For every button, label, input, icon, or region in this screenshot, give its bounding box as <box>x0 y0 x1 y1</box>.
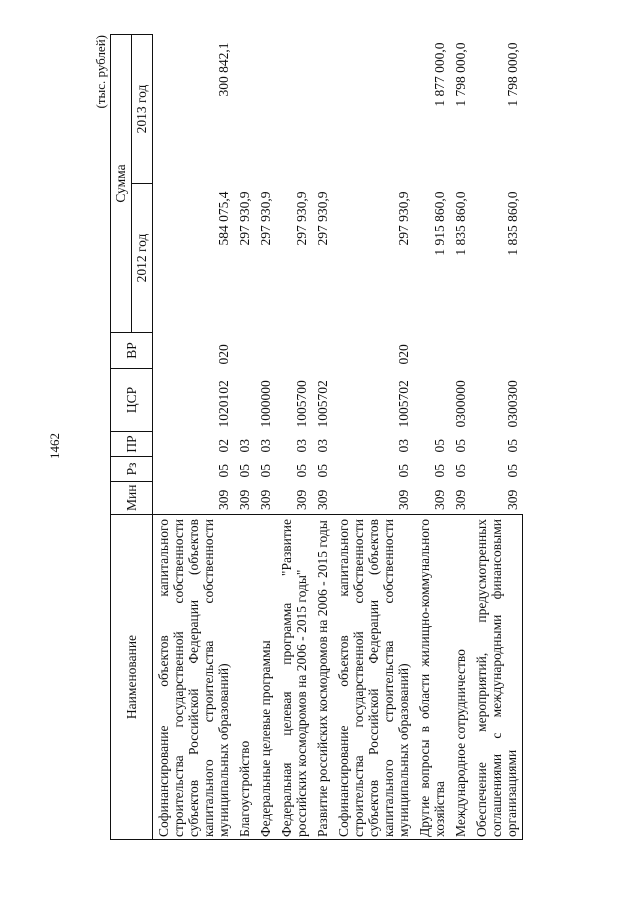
row-sum-2012: 1 835 860,0 <box>504 191 520 256</box>
header-pr: ПР <box>111 432 153 457</box>
table-row <box>153 34 235 839</box>
row-vr <box>471 333 523 369</box>
row-vr: 020 <box>216 344 231 365</box>
table-row <box>450 34 471 839</box>
row-pr: 05 <box>504 439 520 453</box>
row-rz: 05 <box>216 464 231 478</box>
row-sum-2013: 300 842,1 <box>216 42 231 97</box>
row-csr <box>234 369 255 432</box>
row-csr <box>414 369 450 432</box>
row-sum-2013 <box>333 34 414 183</box>
table-row <box>255 34 276 839</box>
row-name: Другие вопросы в области жилищно-коммунального хозяйства <box>414 515 450 840</box>
row-rz: 05 <box>453 464 468 478</box>
row-pr: 03 <box>396 439 411 453</box>
header-2013: 2013 год <box>132 34 153 183</box>
row-name: Софинансирование объектов капитального строительства государственной собственности субъектов Российской Федерации (объектов капитального строительства собственности муниципальных образований) <box>153 515 235 840</box>
row-rz: 05 <box>432 464 447 478</box>
row-csr: 1005700 <box>294 380 309 428</box>
row-name: Развитие российских космодромов на 2006 - 2015 годы <box>312 515 333 840</box>
row-min: 309 <box>453 489 468 510</box>
table-row <box>471 34 523 839</box>
row-min: 309 <box>237 489 252 510</box>
row-vr <box>450 333 471 369</box>
page-number: 1462 <box>47 433 62 459</box>
row-name: Международное сотрудничество <box>450 515 471 840</box>
header-vr: ВР <box>111 333 153 369</box>
row-sum-2012: 1 915 860,0 <box>432 191 447 256</box>
table-row <box>276 34 312 839</box>
row-rz: 05 <box>504 464 520 478</box>
header-sum: Сумма <box>111 34 132 332</box>
row-sum-2012: 297 930,9 <box>396 191 411 246</box>
row-pr: 03 <box>237 439 252 453</box>
row-min: 309 <box>315 489 330 510</box>
row-min: 309 <box>504 489 520 510</box>
row-rz: 05 <box>258 464 273 478</box>
row-csr: 1000000 <box>258 380 273 428</box>
row-name: Федеральные целевые программы <box>255 515 276 840</box>
row-vr: 020 <box>396 344 411 365</box>
row-vr <box>276 333 312 369</box>
header-min: Мин <box>111 482 153 515</box>
row-vr <box>255 333 276 369</box>
row-sum-2012: 584 075,4 <box>216 191 231 246</box>
row-name: Софинансирование объектов капитального строительства государственной собственности субъектов Российской Федерации (объектов капитального строительства собственности муниципальных образований) <box>333 515 414 840</box>
row-rz: 05 <box>396 464 411 478</box>
table-row <box>312 34 333 839</box>
row-pr: 05 <box>432 439 447 453</box>
row-csr: 0300300 <box>504 380 520 428</box>
row-rz: 05 <box>315 464 330 478</box>
row-sum-2012: 297 930,9 <box>258 191 273 246</box>
row-sum-2013 <box>312 34 333 183</box>
row-pr: 02 <box>216 439 231 453</box>
row-sum-2012: 297 930,9 <box>294 191 309 246</box>
row-sum-2013 <box>234 34 255 183</box>
header-rz: Рз <box>111 457 153 482</box>
row-sum-2013: 1 798 000,0 <box>504 42 520 107</box>
row-sum-2012: 1 835 860,0 <box>453 191 468 256</box>
row-min: 309 <box>258 489 273 510</box>
table-row <box>414 34 450 839</box>
row-name: Федеральная целевая программа "Развитие российских космодромов на 2006 - 2015 годы" <box>276 515 312 840</box>
header-csr: ЦСР <box>111 369 153 432</box>
row-sum-2012: 297 930,9 <box>315 191 330 246</box>
budget-table <box>110 34 523 840</box>
header-name: Наименование <box>111 515 153 840</box>
row-rz: 05 <box>294 464 309 478</box>
row-csr: 0300000 <box>453 380 468 428</box>
row-sum-2012: 297 930,9 <box>237 191 252 246</box>
row-min: 309 <box>216 489 231 510</box>
table-row <box>333 34 414 839</box>
header-row <box>111 34 132 839</box>
row-min: 309 <box>432 489 447 510</box>
row-vr <box>312 333 333 369</box>
row-name: Обеспечение мероприятий, предусмотренных соглашениями с международными финансовыми организациями <box>471 515 523 840</box>
row-sum-2013: 1 877 000,0 <box>432 42 447 107</box>
row-min: 309 <box>294 489 309 510</box>
row-vr <box>414 333 450 369</box>
table-row <box>234 34 255 839</box>
budget-sheet <box>95 35 580 840</box>
row-sum-2013 <box>276 34 312 183</box>
row-pr: 03 <box>315 439 330 453</box>
row-csr: 1005702 <box>396 380 411 428</box>
row-csr: 1005702 <box>315 380 330 428</box>
unit-label: (тыс. рублей) <box>93 35 108 109</box>
row-sum-2013: 1 798 000,0 <box>453 42 468 107</box>
row-sum-2013 <box>255 34 276 183</box>
row-pr: 05 <box>453 439 468 453</box>
row-pr: 03 <box>258 439 273 453</box>
row-min: 309 <box>396 489 411 510</box>
row-csr: 1020102 <box>216 380 231 428</box>
header-2012: 2012 год <box>132 184 153 333</box>
row-name: Благоустройство <box>234 515 255 840</box>
row-pr: 03 <box>294 439 309 453</box>
row-vr <box>234 333 255 369</box>
row-rz: 05 <box>237 464 252 478</box>
